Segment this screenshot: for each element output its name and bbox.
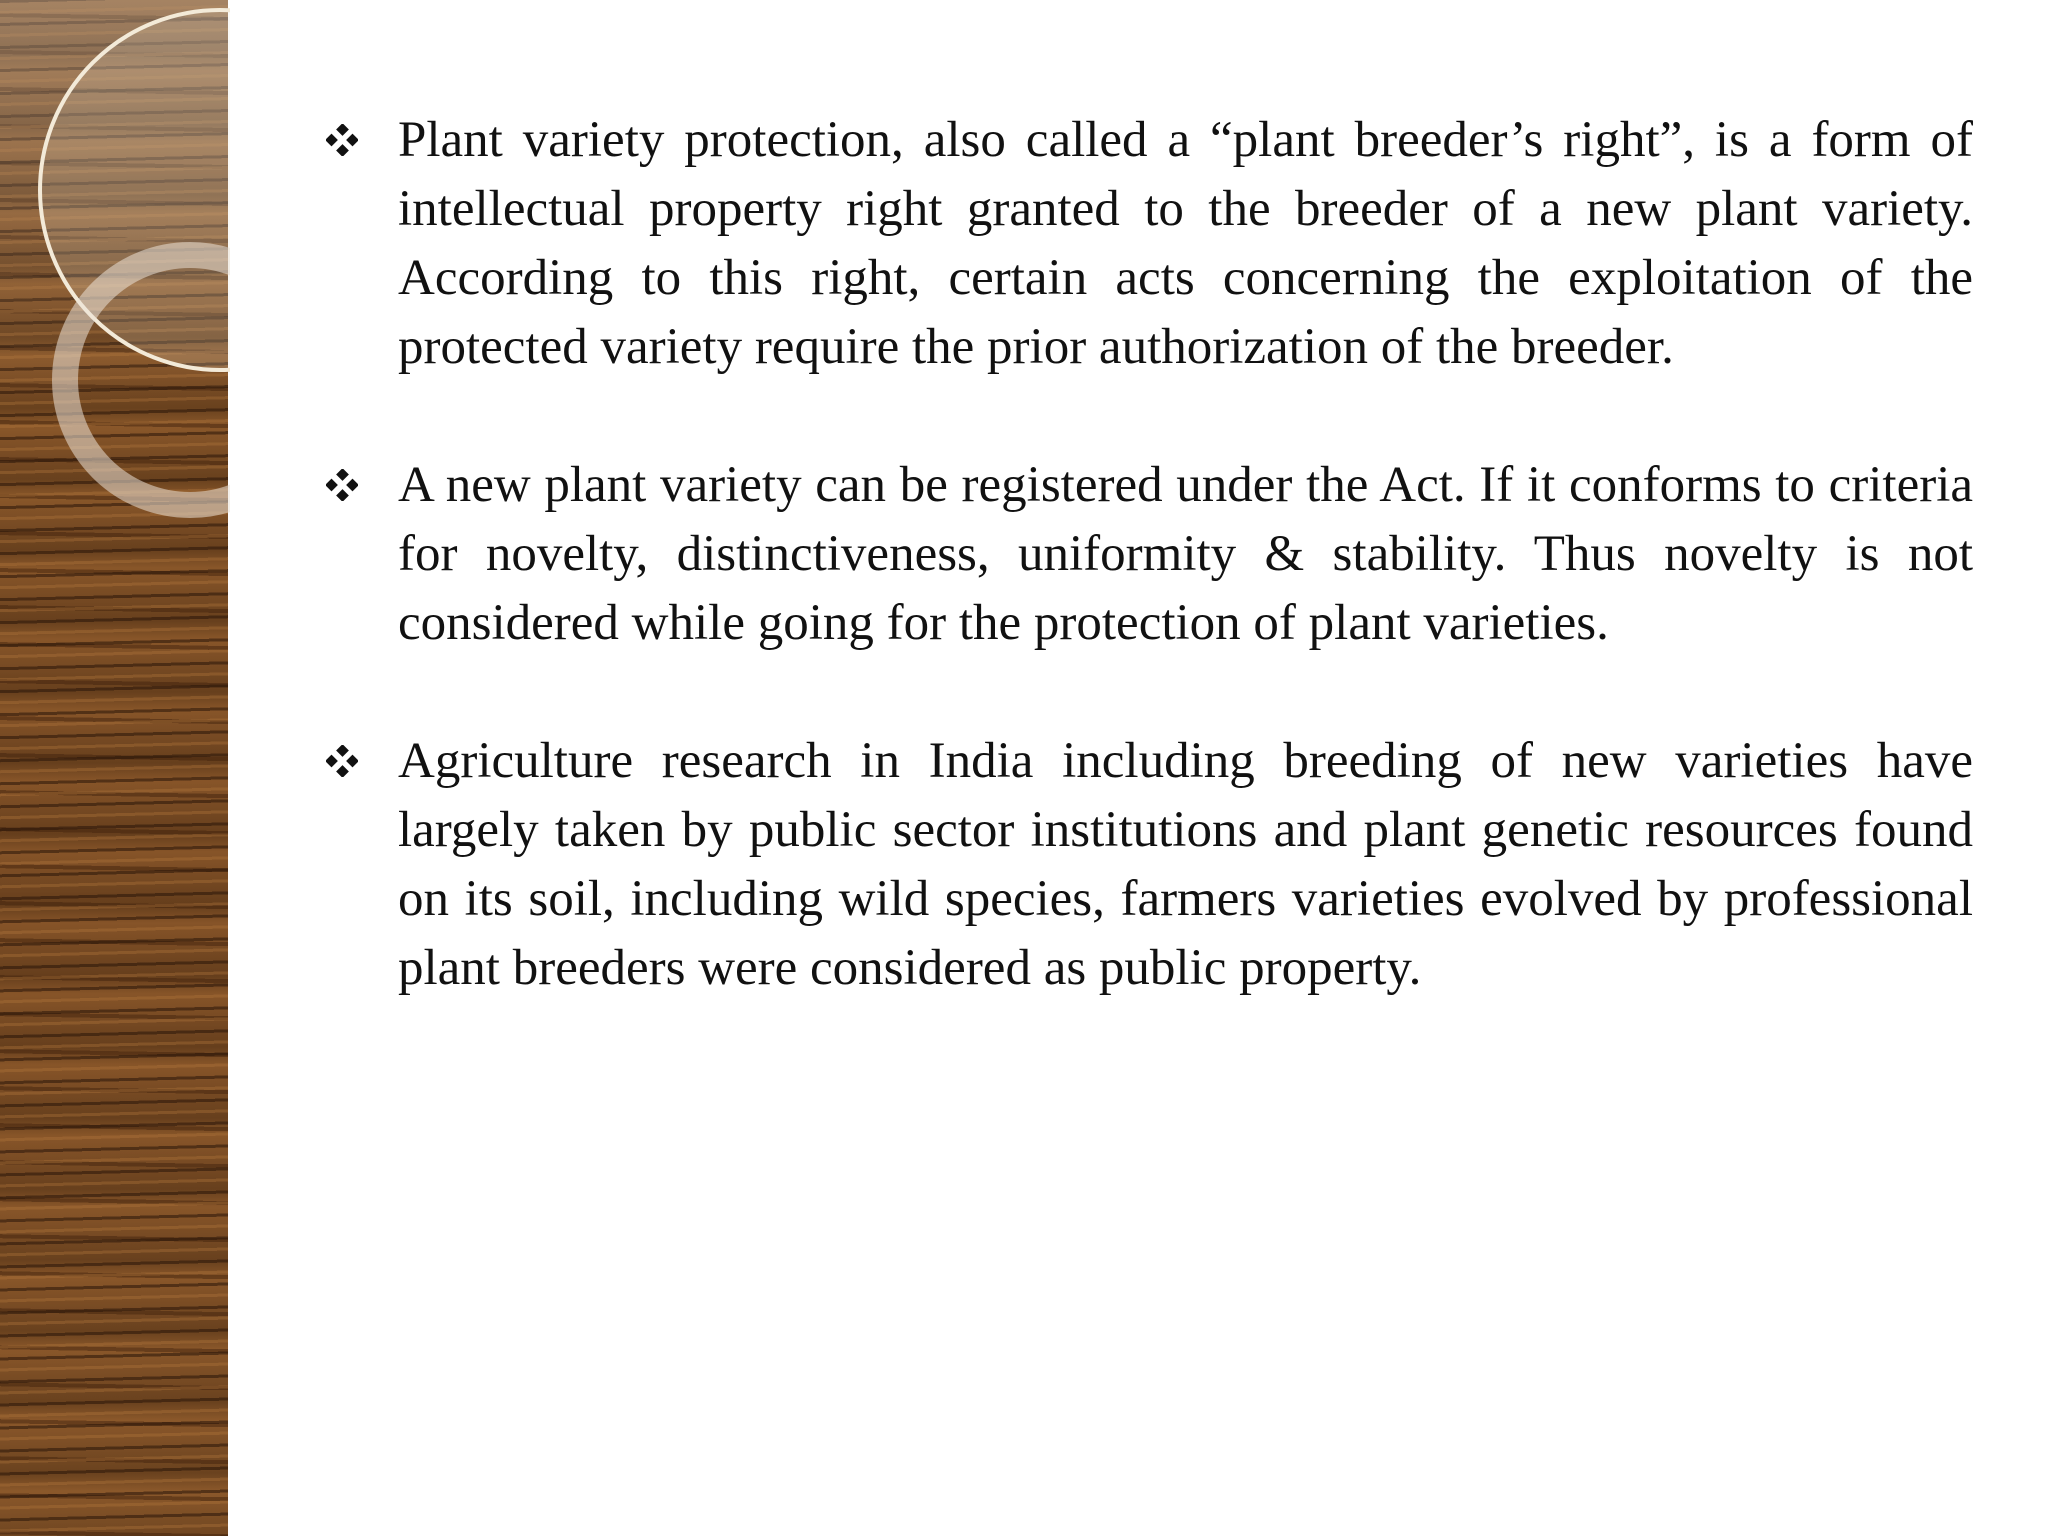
decorative-rings-icon bbox=[0, 0, 230, 520]
bullet-item-3 bbox=[318, 727, 1973, 1003]
bullet-list bbox=[318, 106, 1973, 1072]
diamond-bullet-icon bbox=[326, 745, 358, 777]
bullet-text: Agriculture research in India including breeding of new varieties have largely taken by public sector institutions and plant genetic resources found on its soil, including wild species, farmers varieties evolved by professional plant breeders were considered as public property. bbox=[398, 733, 1973, 996]
diamond-bullet-icon bbox=[326, 469, 358, 501]
bullet-item-2 bbox=[318, 451, 1973, 658]
bullet-text: A new plant variety can be registered under the Act. If it conforms to criteria for novelty, distinctiveness, uniformity & stability. Thus novelty is not considered while going for the protection of plant varieties. bbox=[398, 457, 1973, 651]
diamond-bullet-icon bbox=[326, 124, 358, 156]
bullet-text: Plant variety protection, also called a “plant breeder’s right”, is a form of intellectual property right granted to the breeder of a new plant variety. According to this right, certain acts concerning the exploitation of the protected variety require the prior authorization of the breeder. bbox=[398, 112, 1973, 375]
bullet-item-1 bbox=[318, 106, 1973, 382]
